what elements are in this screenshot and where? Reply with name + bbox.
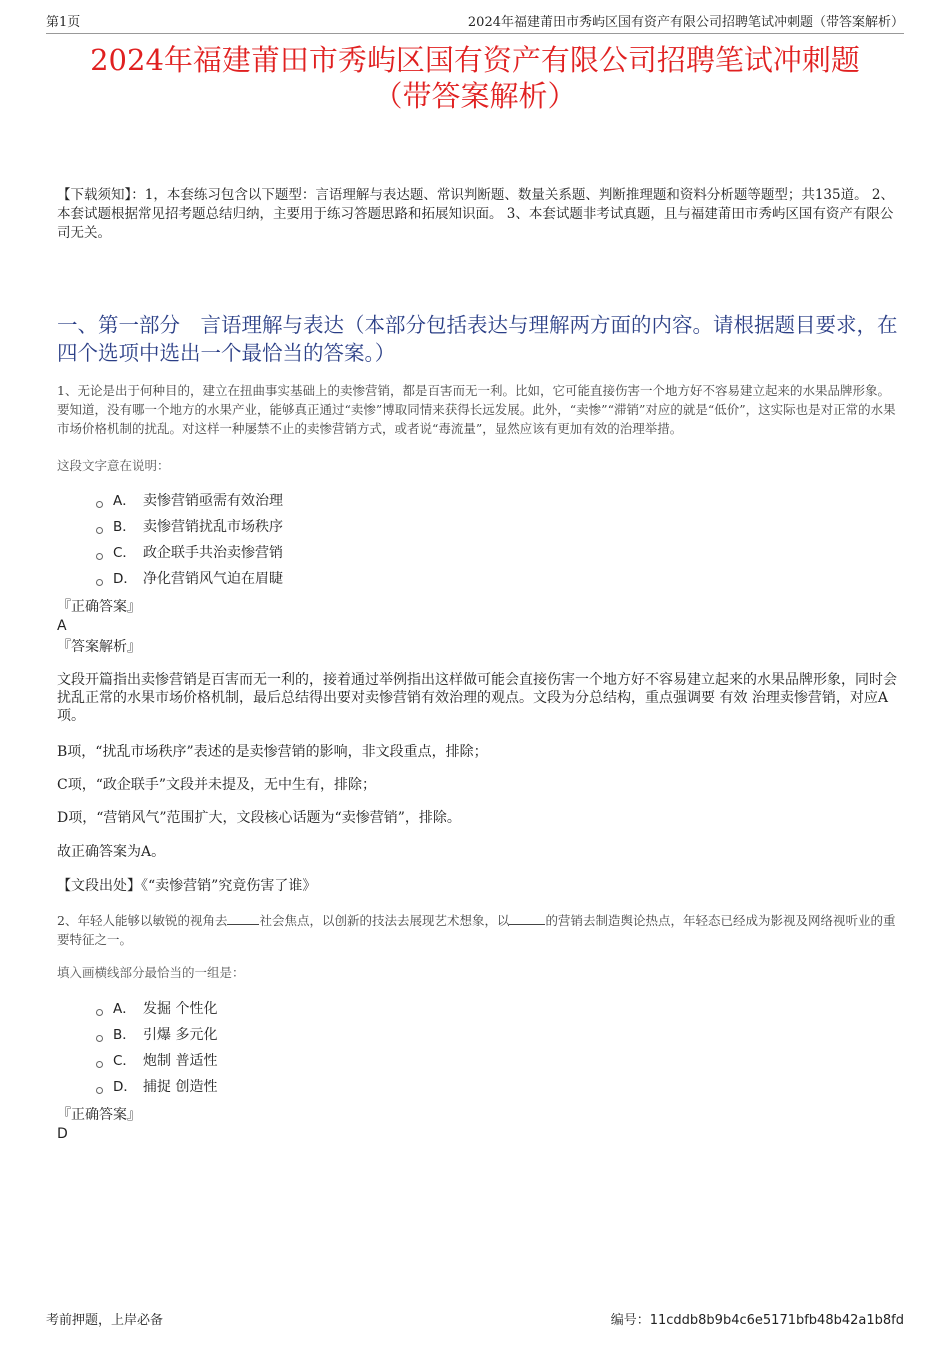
option-key: A． [113,493,136,509]
option-key: D． [113,1079,137,1095]
radio-icon[interactable] [96,1061,103,1068]
title-line-2: （带答案解析） [373,79,577,113]
option-text: 政企联手共治卖惨营销 [143,545,283,561]
page-number: 第1页 [46,15,81,30]
q1-option-a[interactable] [96,492,283,510]
option-text: 发掘 个性化 [143,1001,218,1017]
q1-answer: A [57,618,67,634]
question-1-text: 1、无论是出于何种目的，建立在扭曲事实基础上的卖惨营销，都是百害而无一利。比如，它可能直接伤害一个地方好不容易建立起来的水果品牌形象。要知道，没有哪一个地方的水果产业，能够真正通过“卖惨”博取同情来获得长远发展。此外，“卖惨”“滞销”对应的就是“低价”，这实际也是对正常的水果市场价格机制的扰乱。对这样一种屡禁不止的卖惨营销方式，或者说“毒流量”，显然应该有更加有效的治理举措。 [57,383,896,436]
q2-option-c[interactable] [96,1052,217,1070]
q1-source: 【文段出处】《“卖惨营销”究竟伤害了谁》 [57,878,317,894]
q2-text-part: 2、年轻人能够以敏锐的视角去 [57,913,228,928]
q1-option-b[interactable] [96,518,283,536]
title-line-1: 2024年福建莆田市秀屿区国有资产有限公司招聘笔试冲刺题 [90,43,860,77]
q1-option-c[interactable] [96,544,283,562]
q1-analysis-label: 『答案解析』 [57,639,141,655]
section-title: 一、第一部分 言语理解与表达（本部分包括表达与理解两方面的内容。请根据题目要求，在四个选项中选出一个最恰当的答案。） [57,313,898,365]
option-text: 捕捉 创造性 [143,1079,218,1095]
option-text: 净化营销风气迫在眉睫 [143,571,283,587]
radio-icon[interactable] [96,501,103,508]
q1-analysis-paragraph: B项，“扰乱市场秩序”表述的是卖惨营销的影响，非文段重点，排除； [57,744,488,760]
q2-option-a[interactable] [96,1000,217,1018]
q1-analysis-paragraph: 故正确答案为A。 [57,844,166,860]
radio-icon[interactable] [96,1009,103,1016]
download-notice: 【下载须知】：1，本套练习包含以下题型：言语理解与表达题、常识判断题、数量关系题、判断推理题和资料分析题等题型；共135道。 2、本套试题根据常见招考题总结归纳，主要用于练习答题思路和拓展知识面。 3、本套试题非考试真题，且与福建莆田市秀屿区国有资产有限公司无关。 [57,187,894,241]
q2-answer: D [57,1126,68,1142]
option-key: C． [113,1053,136,1069]
radio-icon[interactable] [96,1035,103,1042]
q2-text-part: 社会焦点，以创新的技法去展现艺术想象，以 [259,913,510,928]
q2-option-d[interactable] [96,1078,217,1096]
option-text: 卖惨营销亟需有效治理 [143,493,283,509]
question-2-text [57,911,900,949]
option-key: B． [113,1027,136,1043]
code-value: 11cddb8b9b4c6e5171bfb48b42a1b8fd [649,1313,904,1328]
radio-icon[interactable] [96,553,103,560]
question-1-prompt: 这段文字意在说明： [57,458,170,473]
radio-icon[interactable] [96,1087,103,1094]
option-text: 引爆 多元化 [143,1027,218,1043]
fill-blank [509,912,545,925]
footer-slogan: 考前押题，上岸必备 [46,1313,164,1328]
q2-answer-label: 『正确答案』 [57,1107,141,1123]
q1-analysis-paragraph: 文段开篇指出卖惨营销是百害而无一利的，接着通过举例指出这样做可能会直接伤害一个地方好不容易建立起来的水果品牌形象，同时会扰乱正常的水果市场价格机制，最后总结得出要对卖惨营销有效治理的观点。文段为分总结构，重点强调要 有效 治理卖惨营销，对应A项。 [57,672,897,724]
q1-analysis-paragraph: D项，“营销风气”范围扩大，文段核心话题为“卖惨营销”，排除。 [57,810,461,826]
radio-icon[interactable] [96,527,103,534]
option-key: A． [113,1001,136,1017]
document-title [40,42,910,114]
radio-icon[interactable] [96,579,103,586]
code-label: 编号： [610,1313,650,1328]
option-key: C． [113,545,136,561]
q2-option-b[interactable] [96,1026,217,1044]
option-key: D． [113,571,137,587]
fill-blank [227,912,259,925]
footer-code [611,1313,904,1329]
q2-text-part: 的营销去制造舆论热点，年轻态已经成为影视及网络视听业的重要特征之一。 [57,913,896,947]
option-text: 炮制 普适性 [143,1053,218,1069]
question-2-prompt: 填入画横线部分最恰当的一组是： [57,965,245,980]
q1-answer-label: 『正确答案』 [57,599,141,615]
option-text: 卖惨营销扰乱市场秩序 [143,519,283,535]
page-header [46,15,904,34]
option-key: B． [113,519,136,535]
q1-analysis-paragraph: C项，“政企联手”文段并未提及，无中生有，排除； [57,777,377,793]
q1-option-d[interactable] [96,570,283,588]
header-doc-title: 2024年福建莆田市秀屿区国有资产有限公司招聘笔试冲刺题（带答案解析） [467,15,904,30]
